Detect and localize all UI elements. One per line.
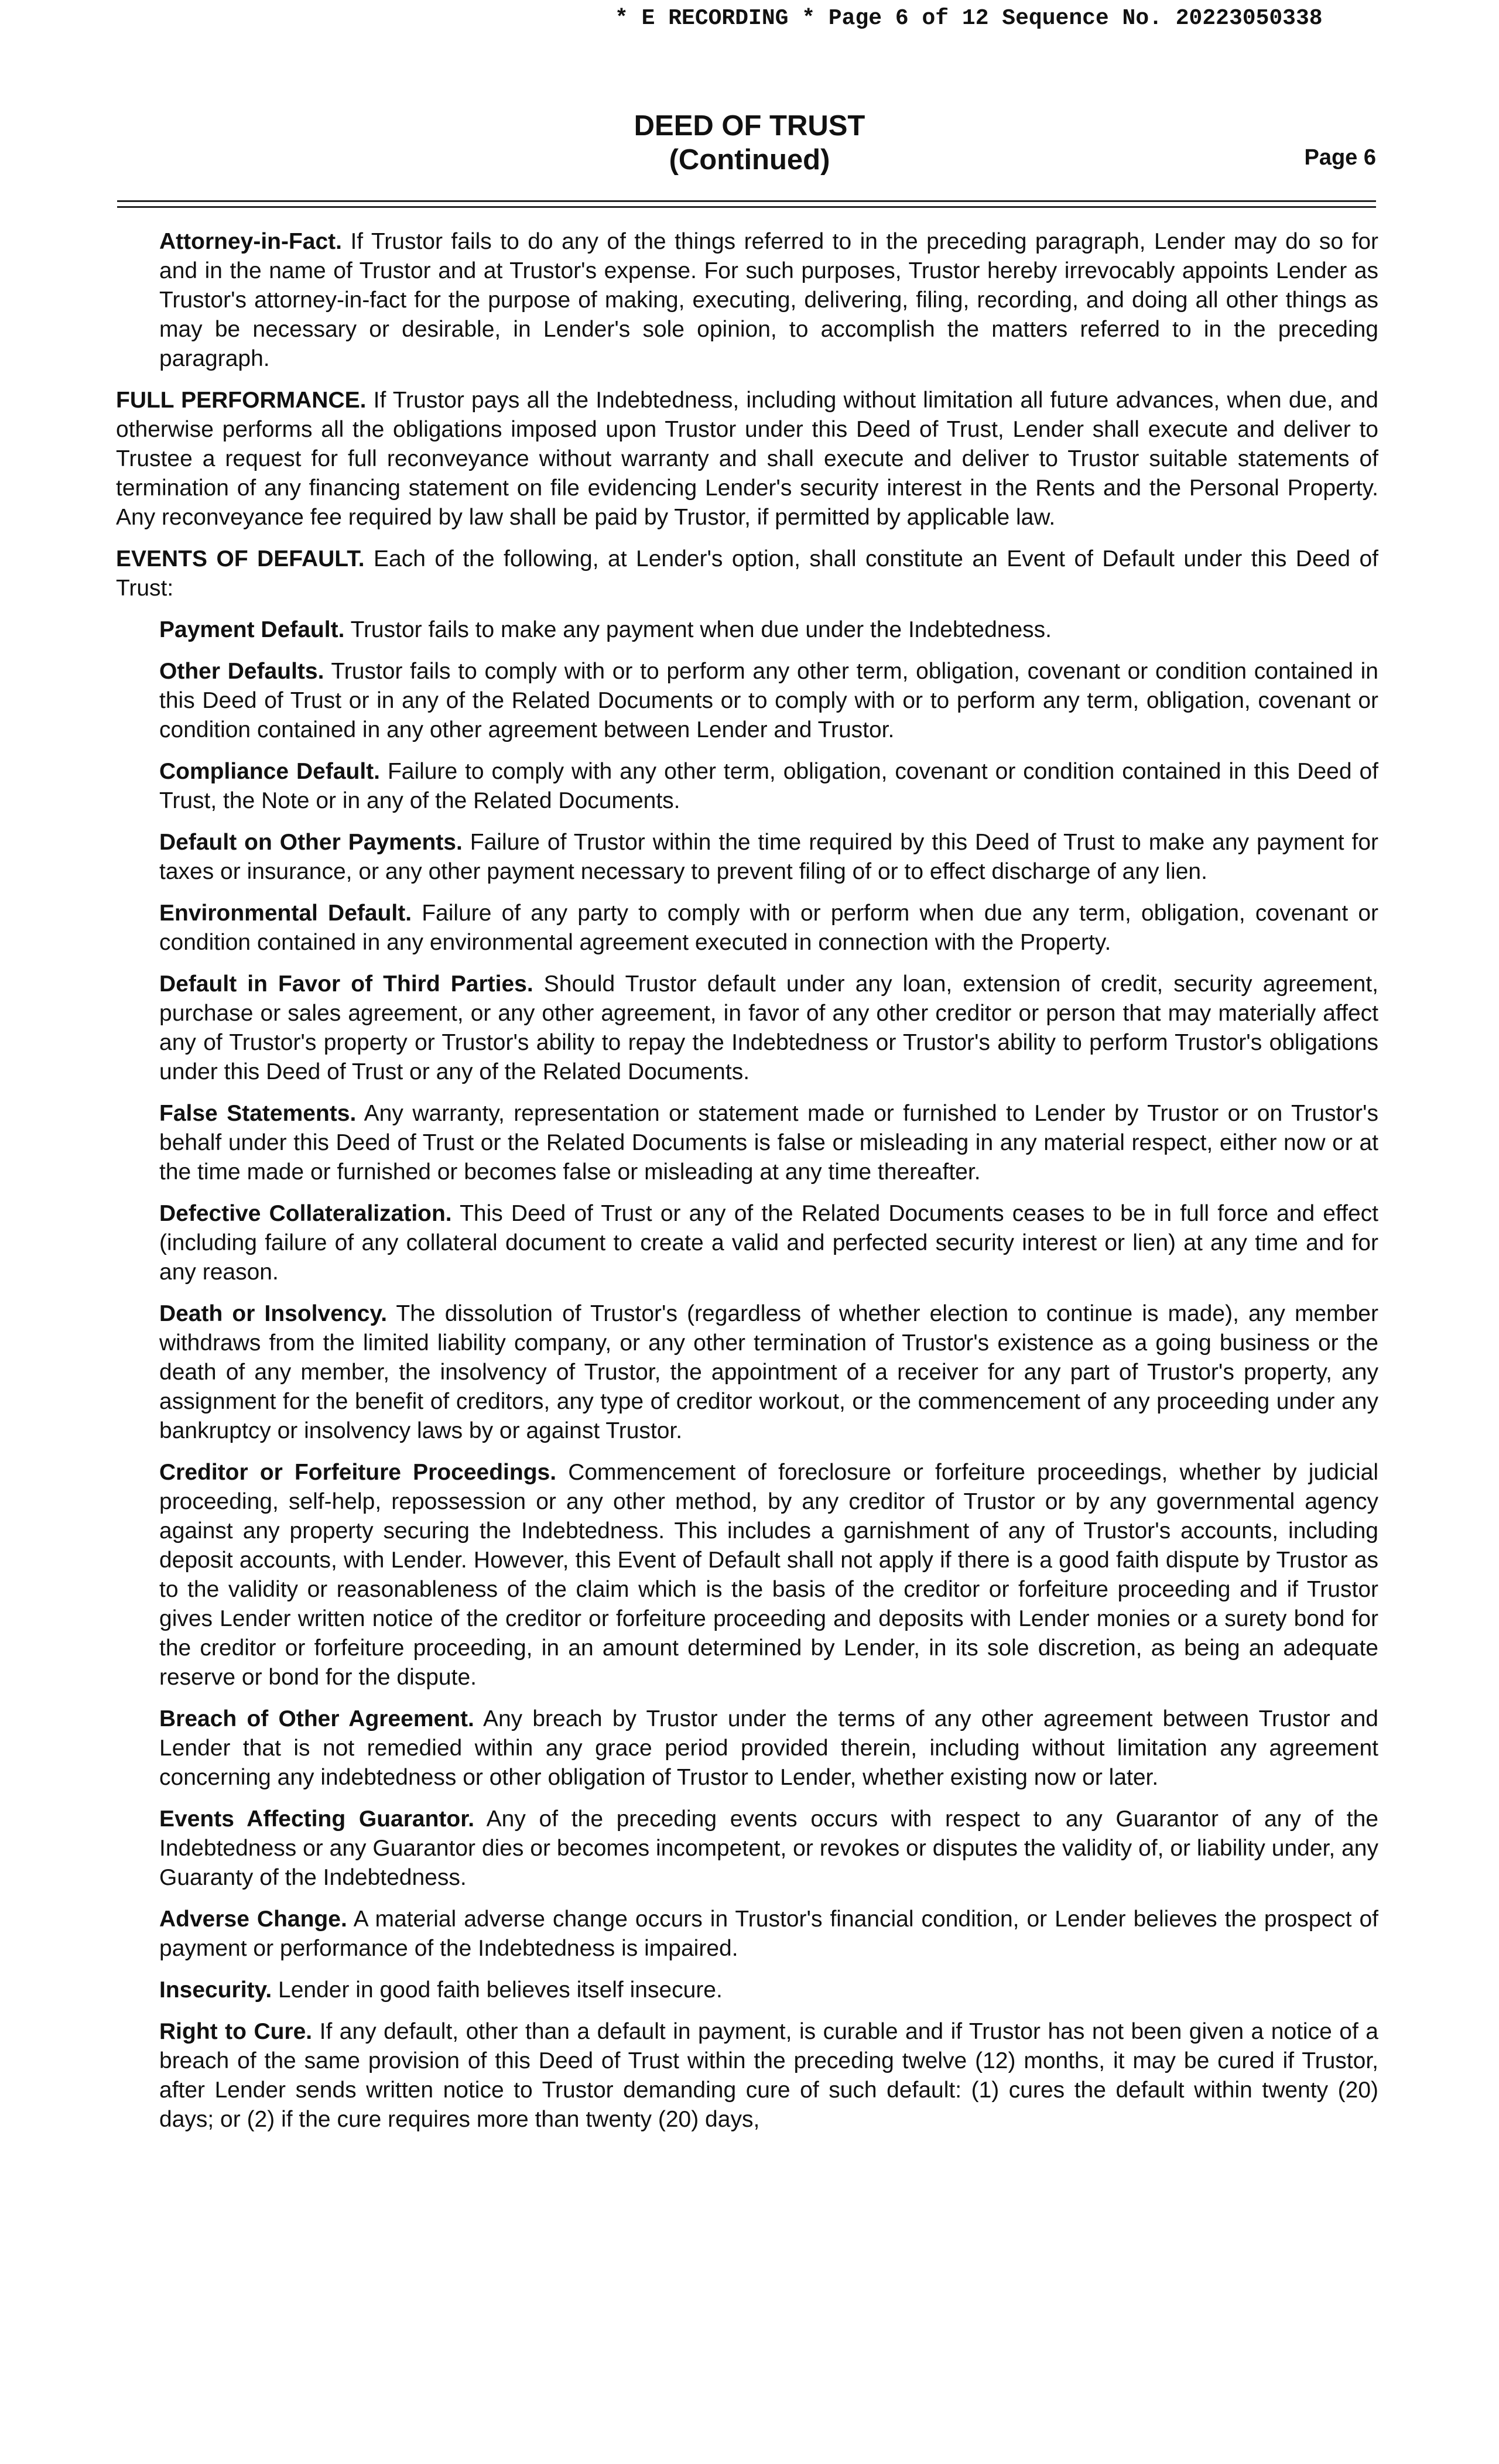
paragraph-text: If Trustor fails to do any of the things referred to in the preceding paragraph, Lender may do so for and in the name of Trustor and at Trustor's expense. For such purposes, Trustor hereby irrevocably appoints Lender as Trustor's attorney-in-fact for the purpose of making, executing, delivering, filing, recording, and doing all other things as may be necessary or desirable, in Lender's sole opinion, to accomplish the matters referred to in the preceding paragraph. (159, 229, 1378, 371)
document-title: DEED OF TRUST (634, 110, 865, 142)
paragraph-compliance-default (159, 757, 1378, 816)
document-body (116, 227, 1378, 2147)
paragraph-heading: Default in Favor of Third Parties. (159, 971, 533, 997)
paragraph-defective-collateralization (159, 1199, 1378, 1287)
paragraph-heading: Compliance Default. (159, 759, 380, 784)
paragraph-text: The dissolution of Trustor's (regardless of whether election to continue is made), any member withdraws from the limited liability company, or any other termination of Trustor's existence as a going business or the death of any member, the insolvency of Trustor, the appointment of a receiver for any part of Trustor's property, any assignment for the benefit of creditors, any type of creditor workout, or the commencement of any proceeding under any bankruptcy or insolvency laws by or against Trustor. (159, 1301, 1378, 1443)
paragraph-false-statements (159, 1099, 1378, 1187)
paragraph-heading: EVENTS OF DEFAULT. (116, 546, 365, 571)
paragraph-text: If Trustor pays all the Indebtedness, including without limitation all future advances, when due, and otherwise performs all the obligations imposed upon Trustor under this Deed of Trust, Lender shall execute and deliver to Trustee a request for full reconveyance without warranty and shall execute and deliver to Trustor suitable statements of termination of any financing statement on file evidencing Lender's security interest in the Rents and the Personal Property. Any reconveyance fee required by law shall be paid by Trustor, if permitted by applicable law. (116, 388, 1378, 530)
paragraph-right-to-cure (159, 2017, 1378, 2134)
paragraph-payment-default (159, 615, 1378, 645)
paragraph-text: Should Trustor default under any loan, extension of credit, security agreement, purchase or sales agreement, or any other agreement, in favor of any other creditor or person that may materially affect any of Trustor's property or Trustor's ability to repay the Indebtedness or Trustor's ability to perform Trustor's obligations under this Deed of Trust or any of the Related Documents. (159, 971, 1378, 1084)
paragraph-heading: Creditor or Forfeiture Proceedings. (159, 1460, 557, 1485)
paragraph-heading: Payment Default. (159, 617, 345, 642)
paragraph-events-affecting-guarantor (159, 1805, 1378, 1893)
paragraph-text: Any warranty, representation or statement made or furnished to Lender by Trustor or on Trustor's behalf under this Deed of Trust or the Related Documents is false or misleading in any material respect, either now or at the time made or furnished or becomes false or misleading at any time thereafter. (159, 1101, 1378, 1185)
paragraph-creditor-forfeiture (159, 1458, 1378, 1692)
paragraph-text: A material adverse change occurs in Trustor's financial condition, or Lender believes the prospect of payment or performance of the Indebtedness is impaired. (159, 1907, 1379, 1961)
paragraph-heading: Attorney-in-Fact. (159, 229, 342, 254)
paragraph-text: This Deed of Trust or any of the Related Documents ceases to be in full force and effect (including failure of any collateral document to create a valid and perfected security interest or lien) at any time and for any reason. (159, 1201, 1378, 1285)
paragraph-text: Failure of any party to comply with or perform when due any term, obligation, covenant or condition contained in any environmental agreement executed in connection with the Property. (159, 901, 1379, 955)
paragraph-full-performance (116, 386, 1378, 532)
paragraph-heading: Adverse Change. (159, 1907, 347, 1932)
paragraph-text: Any breach by Trustor under the terms of any other agreement between Trustor and Lender that is not remedied within any grace period provided therein, including without limitation any agreement concerning any indebtedness or other obligation of Trustor to Lender, whether existing now or later. (159, 1706, 1378, 1790)
paragraph-text: Lender in good faith believes itself insecure. (278, 1977, 723, 2003)
paragraph-text: Failure of Trustor within the time required by this Deed of Trust to make any payment for taxes or insurance, or any other payment necessary to prevent filing of or to effect discharge of any lien. (159, 830, 1379, 884)
header-rule-top (117, 200, 1376, 202)
paragraph-heading: Other Defaults. (159, 659, 324, 684)
paragraph-death-or-insolvency (159, 1299, 1378, 1446)
paragraph-heading: Right to Cure. (159, 2019, 313, 2044)
paragraph-breach-other-agreement (159, 1705, 1378, 1792)
paragraph-insecurity (159, 1976, 1378, 2005)
paragraph-text: Failure to comply with any other term, obligation, covenant or condition contained in this Deed of Trust, the Note or in any of the Related Documents. (159, 759, 1378, 813)
header-rule-bottom (117, 206, 1376, 208)
paragraph-adverse-change (159, 1905, 1378, 1963)
paragraph-default-on-other-payments (159, 828, 1378, 887)
paragraph-events-of-default (116, 545, 1378, 603)
recording-header: * E RECORDING * Page 6 of 12 Sequence No. 20223050338 (615, 6, 1323, 31)
paragraph-text: If any default, other than a default in payment, is curable and if Trustor has not been given a notice of a breach of the same provision of this Deed of Trust within the preceding twelve (12) months, it may be cured if Trustor, after Lender sends written notice to Trustor demanding cure of such default: (1) cures the default within twenty (20) days; or (2) if the cure requires more than twenty (20) days, (159, 2019, 1378, 2132)
paragraph-heading: Insecurity. (159, 1977, 272, 2003)
paragraph-heading: Death or Insolvency. (159, 1301, 388, 1326)
paragraph-heading: Default on Other Payments. (159, 830, 463, 855)
paragraph-text: Trustor fails to make any payment when due under the Indebtedness. (350, 617, 1052, 642)
paragraph-text: Commencement of foreclosure or forfeiture proceedings, whether by judicial proceeding, self-help, repossession or any other method, by any creditor of Trustor or by any governmental agency against any property securing the Indebtedness. This includes a garnishment of any of Trustor's accounts, including deposit accounts, with Lender. However, this Event of Default shall not apply if there is a good faith dispute by Trustor as to the validity or reasonableness of the claim which is the basis of the creditor or forfeiture proceeding and if Trustor gives Lender written notice of the creditor or forfeiture proceeding and deposits with Lender monies or a surety bond for the creditor or forfeiture proceeding, in an amount determined by Lender, in its sole discretion, as being an adequate reserve or bond for the dispute. (159, 1460, 1378, 1690)
paragraph-text: Trustor fails to comply with or to perform any other term, obligation, covenant or condition contained in this Deed of Trust or in any of the Related Documents or to comply with or to perform any term, obligation, covenant or condition contained in any other agreement between Lender and Trustor. (159, 659, 1378, 742)
paragraph-attorney-in-fact (159, 227, 1378, 374)
paragraph-text: Each of the following, at Lender's option, shall constitute an Event of Default under this Deed of Trust: (116, 546, 1378, 601)
paragraph-heading: Events Affecting Guarantor. (159, 1806, 475, 1832)
document-title-block (0, 109, 1499, 177)
paragraph-environmental-default (159, 899, 1378, 957)
document-subtitle: (Continued) (669, 144, 830, 176)
paragraph-heading: FULL PERFORMANCE. (116, 388, 367, 413)
paragraph-heading: Defective Collateralization. (159, 1201, 452, 1226)
paragraph-other-defaults (159, 657, 1378, 745)
page-number: Page 6 (1304, 145, 1376, 170)
paragraph-heading: False Statements. (159, 1101, 357, 1126)
paragraph-heading: Environmental Default. (159, 901, 412, 926)
paragraph-heading: Breach of Other Agreement. (159, 1706, 474, 1731)
paragraph-text: Any of the preceding events occurs with respect to any Guarantor of any of the Indebtedness or any Guarantor dies or becomes incompetent, or revokes or disputes the validity of, or liability under, any Guaranty of the Indebtedness. (159, 1806, 1379, 1890)
paragraph-default-third-parties (159, 970, 1378, 1087)
